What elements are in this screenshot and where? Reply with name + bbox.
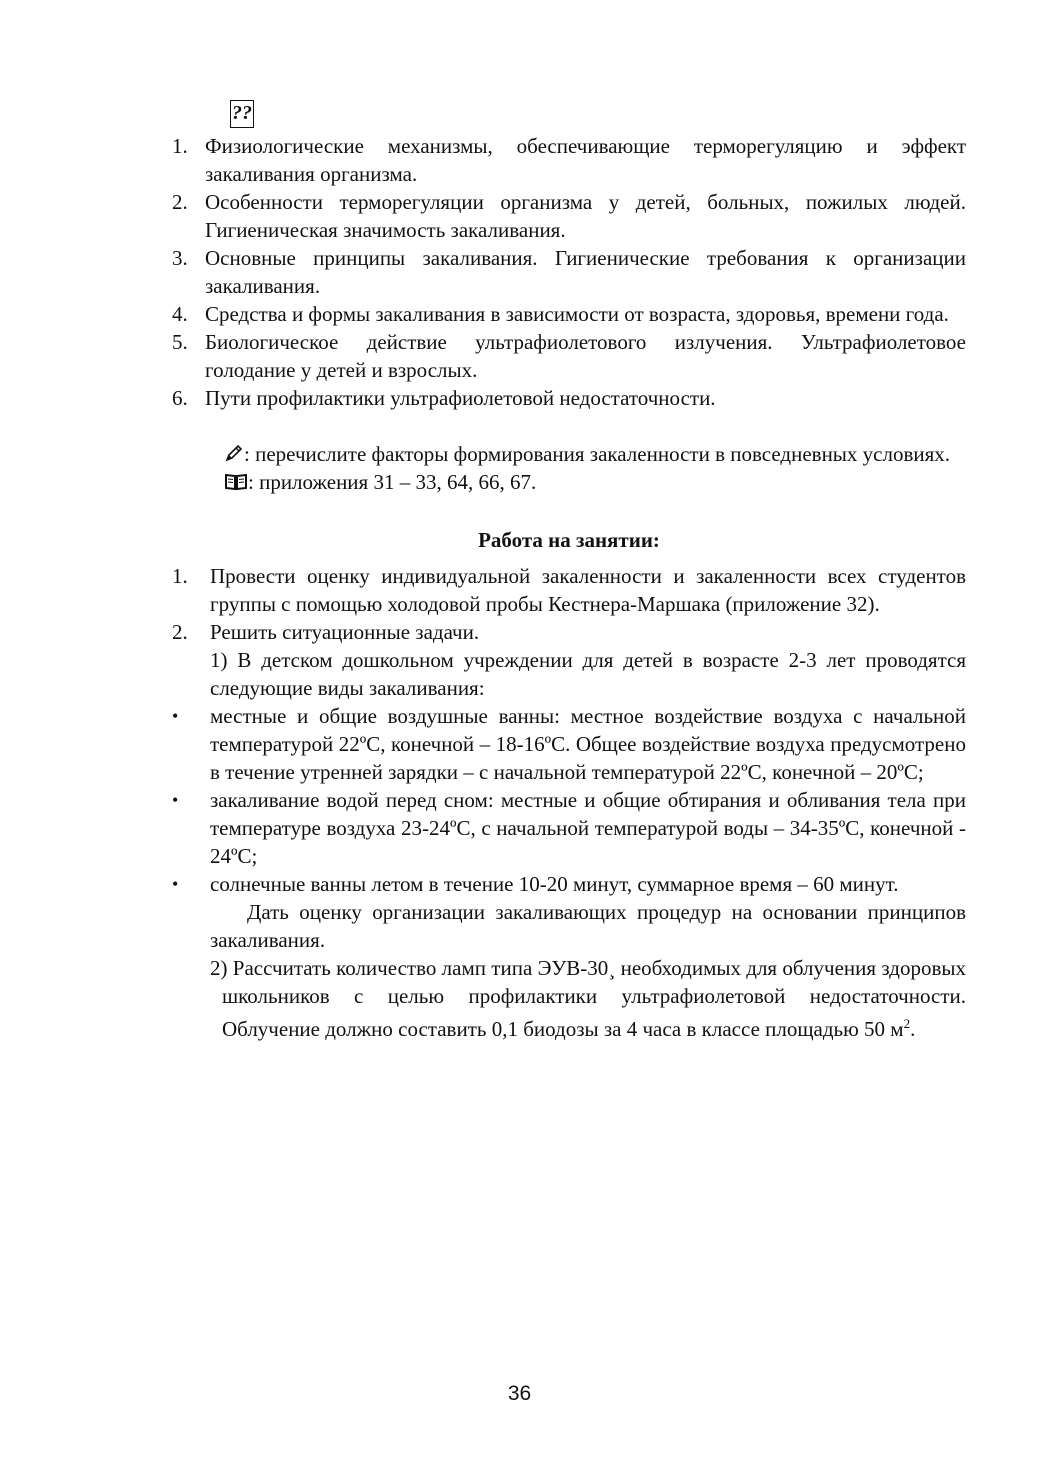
book-icon bbox=[224, 473, 248, 491]
question-item bbox=[172, 384, 966, 412]
question-item bbox=[172, 244, 966, 300]
question-number: 3. bbox=[172, 246, 188, 270]
questions-icon: ?? bbox=[230, 100, 254, 128]
page-content bbox=[172, 98, 966, 1043]
question-text: Физиологические механизмы, обеспечивающие терморегуляцию и эффект закаливания организма. bbox=[205, 134, 966, 186]
homework-task-text: : перечислите факторы формирования закаленности в повседневных условиях. bbox=[244, 442, 951, 466]
work-section-title: Работа на занятии: bbox=[478, 528, 660, 552]
question-item bbox=[172, 188, 966, 244]
question-text: Основные принципы закаливания. Гигиенические требования к организации закаливания. bbox=[205, 246, 966, 298]
bullet-icon: • bbox=[172, 790, 179, 810]
bullet-item bbox=[172, 786, 966, 870]
problem-2-end: . bbox=[910, 1017, 916, 1041]
question-number: 5. bbox=[172, 330, 188, 354]
question-item bbox=[172, 300, 966, 328]
work-item-number: 1. bbox=[172, 564, 188, 588]
references-text: : приложения 31 – 33, 64, 66, 67. bbox=[248, 470, 537, 494]
question-item bbox=[172, 328, 966, 384]
question-number: 4. bbox=[172, 302, 188, 326]
pencil-icon bbox=[224, 443, 244, 463]
question-text: Пути профилактики ультрафиолетовой недостаточности. bbox=[205, 386, 716, 410]
question-text: Средства и формы закаливания в зависимости от возраста, здоровья, времени года. bbox=[205, 302, 949, 326]
problem-2 bbox=[172, 954, 966, 1043]
bullet-text: местные и общие воздушные ванны: местное воздействие воздуха с начальной температурой 22ºС, конечной – 18-16ºС. Общее воздействие воздуха предусмотрено в течение утренней зарядки – с начальной температурой 22ºС, конечной – 20ºС; bbox=[210, 704, 966, 784]
problem-1-intro: 1) В детском дошкольном учреждении для детей в возрасте 2-3 лет проводятся следующие виды закаливания: bbox=[210, 648, 966, 700]
bullet-icon: • bbox=[172, 874, 179, 894]
question-item bbox=[172, 132, 966, 188]
questions-list bbox=[172, 132, 966, 412]
bullet-icon: • bbox=[172, 706, 179, 726]
bullet-text: закаливание водой перед сном: местные и общие обтирания и обливания тела при температуре воздуха 23-24ºС, с начальной температурой воды – 34-35ºС, конечной - 24ºС; bbox=[210, 788, 966, 868]
problem-1-conclusion: Дать оценку организации закаливающих процедур на основании принципов закаливания. bbox=[210, 900, 966, 952]
work-item bbox=[172, 562, 966, 618]
work-item-text: Решить ситуационные задачи. bbox=[210, 620, 480, 644]
bullet-item bbox=[172, 702, 966, 786]
problem-2-text: 2) Рассчитать количество ламп типа ЭУВ-30¸ необходимых для облучения здоровых школьников с целью профилактики ультрафиолетовой недостаточности. Облучение должно составить 0,1 биодозы за 4 часа в классе площадью 50 м bbox=[210, 956, 966, 1041]
work-item-text: Провести оценку индивидуальной закаленности и закаленности всех студентов группы с помощью холодовой пробы Кестнера-Маршака (приложение 32). bbox=[210, 564, 966, 616]
bullet-item bbox=[172, 870, 966, 898]
question-number: 2. bbox=[172, 190, 188, 214]
bullet-text: солнечные ванны летом в течение 10-20 минут, суммарное время – 60 минут. bbox=[210, 872, 899, 896]
work-item bbox=[172, 618, 966, 646]
question-number: 1. bbox=[172, 134, 188, 158]
page-number: 36 bbox=[507, 1382, 532, 1405]
question-text: Биологическое действие ультрафиолетового излучения. Ультрафиолетовое голодание у детей и взрослых. bbox=[205, 330, 966, 382]
problem-2-superscript: 2 bbox=[903, 1016, 911, 1031]
homework-task bbox=[172, 440, 966, 468]
work-item-number: 2. bbox=[172, 620, 188, 644]
references bbox=[172, 468, 966, 496]
question-text: Особенности терморегуляции организма у детей, больных, пожилых людей. Гигиеническая значимость закаливания. bbox=[205, 190, 966, 242]
question-number: 6. bbox=[172, 386, 188, 410]
